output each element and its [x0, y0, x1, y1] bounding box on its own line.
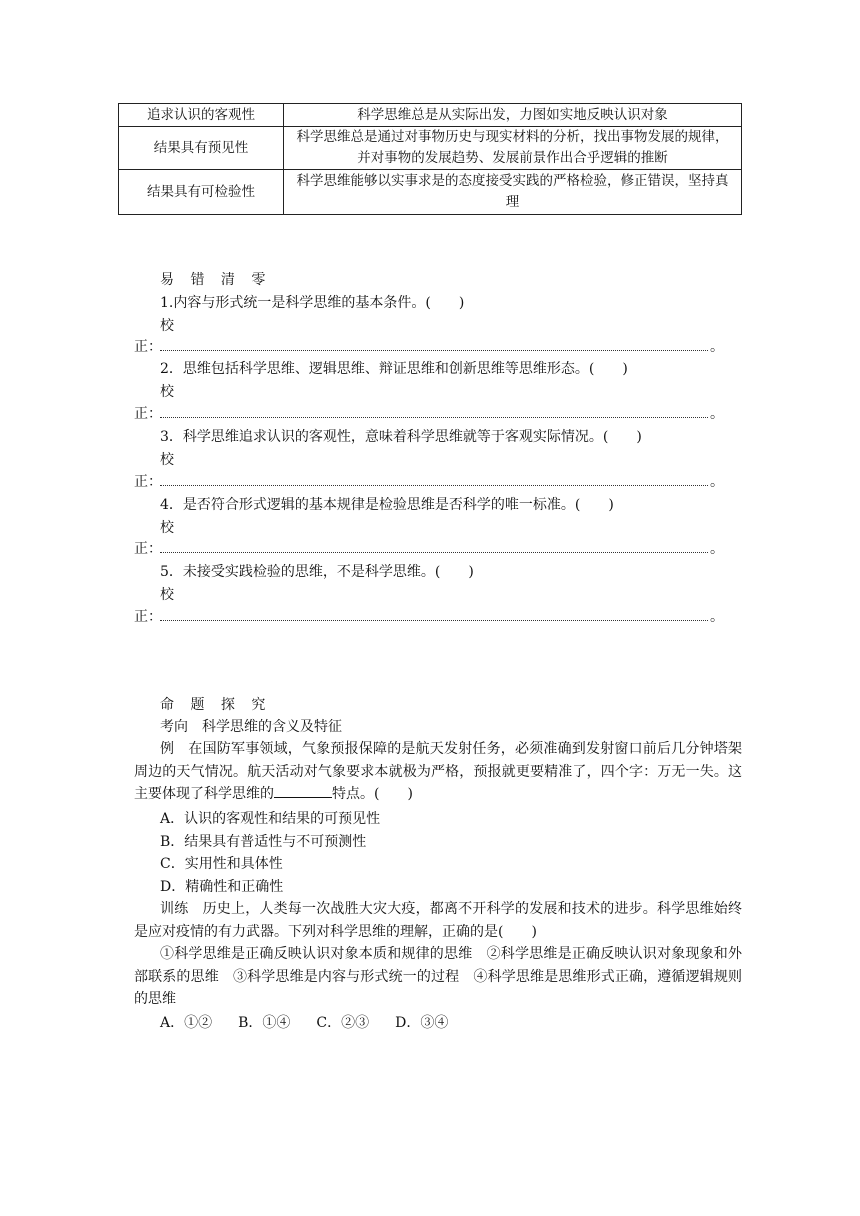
- dotted-line: [160, 417, 708, 418]
- table-cell-feature: 结果具有预见性: [119, 127, 284, 170]
- error-item: 3．科学思维追求认识的客观性，意味着科学思维就等于客观实际情况。( ): [160, 429, 642, 445]
- table-row: [119, 127, 742, 170]
- table-cell-feature: 结果具有可检验性: [119, 170, 284, 215]
- period-mark: 。: [710, 541, 724, 557]
- dotted-line: [160, 552, 708, 553]
- training-question: [134, 898, 742, 943]
- option-a[interactable]: A．认识的客观性和结果的可预见性: [160, 811, 381, 827]
- correction-label: 正：: [134, 474, 162, 490]
- inquiry-direction: 考向 科学思维的含义及特征: [160, 719, 342, 735]
- correction-label: 正：: [134, 609, 162, 625]
- correction-label: 校: [160, 452, 174, 468]
- correction-label: 校: [160, 520, 174, 536]
- table-cell-feature: 追求认识的客观性: [119, 104, 284, 127]
- example-suffix: 特点。( ): [332, 786, 413, 802]
- example-question: [134, 738, 742, 806]
- answer-a[interactable]: A．①②: [160, 1015, 213, 1031]
- correction-line[interactable]: [134, 471, 724, 491]
- correction-line[interactable]: [134, 538, 724, 558]
- example-text: 例 在国防军事领域，气象预报保障的是航天发射任务，必须准确到发射窗口前后几分钟塔架周边的天气情况。航天活动对气象要求本就极为严格，预报就更要精准了，四个字：万无一失。这主要体现了科学思维的: [134, 741, 742, 802]
- correction-label: 校: [160, 318, 174, 334]
- training-text: 历史上，人类每一次战胜大灾大疫，都离不开科学的发展和技术的进步。科学思维始终是应对疫情的有力武器。下列对科学思维的理解，正确的是( ): [134, 901, 743, 940]
- period-mark: 。: [710, 474, 724, 490]
- training-label: 训练: [160, 901, 189, 917]
- option-d[interactable]: D．精确性和正确性: [160, 879, 284, 895]
- option-b[interactable]: B．结果具有普适性与不可预测性: [160, 834, 367, 850]
- correction-line[interactable]: [134, 403, 724, 423]
- correction-line[interactable]: [134, 336, 724, 356]
- answer-options: [160, 1012, 474, 1032]
- inquiry-heading: 命 题 探 究: [160, 697, 272, 713]
- dotted-line: [160, 620, 708, 621]
- answer-d[interactable]: D．③④: [395, 1015, 449, 1031]
- correction-label: 校: [160, 384, 174, 400]
- table-cell-desc: 科学思维总是通过对事物历史与现实材料的分析，找出事物发展的规律，并对事物的发展趋势、发展前景作出合乎逻辑的推断: [284, 127, 742, 170]
- period-mark: 。: [710, 609, 724, 625]
- training-statements: ①科学思维是正确反映认识对象本质和规律的思维 ②科学思维是正确反映认识对象现象和外部联系的思维 ③科学思维是内容与形式统一的过程 ④科学思维是思维形式正确，遵循逻辑规则的思维: [134, 946, 742, 1007]
- error-item: 4．是否符合形式逻辑的基本规律是检验思维是否科学的唯一标准。( ): [160, 497, 614, 513]
- errors-heading: 易 错 清 零: [160, 272, 272, 288]
- answer-blank[interactable]: [274, 783, 332, 798]
- correction-label: 校: [160, 587, 174, 603]
- error-item: 2．思维包括科学思维、逻辑思维、辩证思维和创新思维等思维形态。( ): [160, 361, 628, 377]
- correction-label: 正：: [134, 339, 162, 355]
- error-item: 1.内容与形式统一是科学思维的基本条件。( ): [160, 295, 465, 311]
- option-c[interactable]: C．实用性和具体性: [160, 856, 283, 872]
- correction-label: 正：: [134, 406, 162, 422]
- table-row: [119, 104, 742, 127]
- answer-c[interactable]: C．②③: [316, 1015, 370, 1031]
- table-row: [119, 170, 742, 215]
- dotted-line: [160, 485, 708, 486]
- table-cell-desc: 科学思维总是从实际出发，力图如实地反映认识对象: [284, 104, 742, 127]
- error-item: 5．未接受实践检验的思维，不是科学思维。( ): [160, 564, 474, 580]
- answer-b[interactable]: B．①④: [238, 1015, 291, 1031]
- correction-label: 正：: [134, 541, 162, 557]
- table-cell-desc: 科学思维能够以实事求是的态度接受实践的严格检验，修正错误，坚持真理: [284, 170, 742, 215]
- feature-table: [118, 103, 742, 215]
- correction-line[interactable]: [134, 606, 724, 626]
- period-mark: 。: [710, 406, 724, 422]
- period-mark: 。: [710, 339, 724, 355]
- dotted-line: [160, 350, 708, 351]
